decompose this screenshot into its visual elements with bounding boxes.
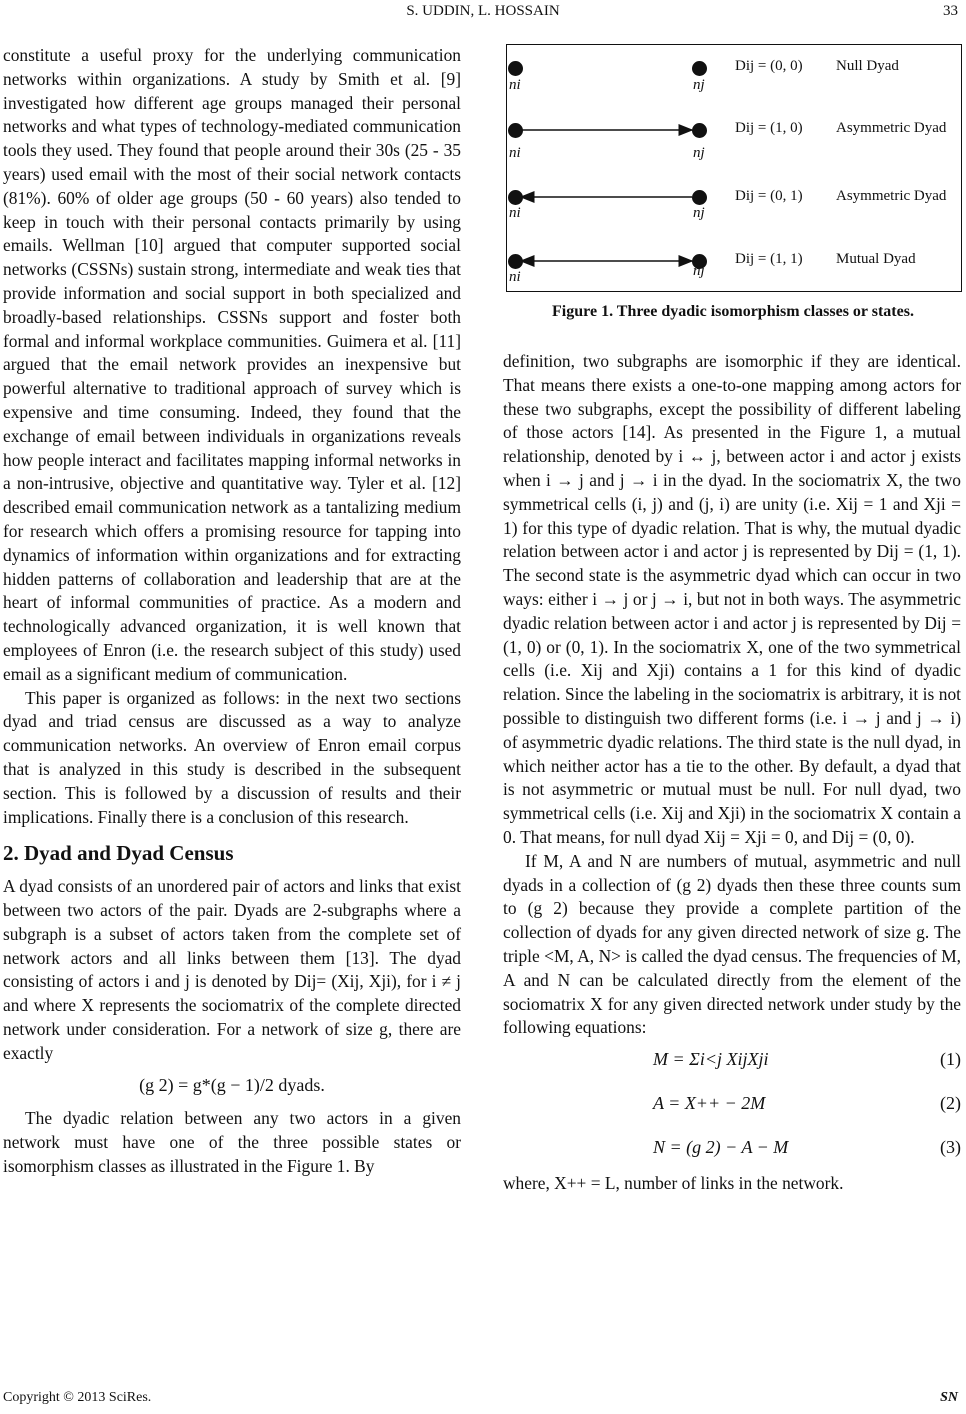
journal-abbrev: SN [940, 1390, 958, 1405]
node-i [508, 123, 523, 138]
paragraph: A dyad consists of an unordered pair of actors and links that exist between two actors of the pair. Dyads are 2-subgraphs where a subgraph is a subset of actors taken from the complete set of network actors and all links between them [13]. The dyad consisting of actors i and j is denoted by Dij= (Xij, Xji), for i ≠ j and where X represents the sociomatrix of the complete directed network under consideration. For a network of size g, there are exactly [3, 876, 461, 1063]
dyad-type: Mutual Dyad [836, 251, 916, 267]
paragraph: The dyadic relation between any two actors in a given network must have one of the three possible states or isomorphism classes as illustrated in the Figure 1. By [3, 1108, 461, 1177]
node-i-label: ni [509, 205, 521, 221]
dyad-state: Dij = (1, 1) [735, 251, 803, 267]
dyad-state: Dij = (0, 1) [735, 188, 803, 204]
dyad-state: Dij = (0, 0) [735, 58, 803, 74]
node-j [692, 123, 707, 138]
dyad-type: Asymmetric Dyad [836, 120, 947, 136]
node-i [508, 61, 523, 76]
node-i [508, 254, 523, 269]
node-i-label: ni [509, 77, 521, 93]
dyad-type: Asymmetric Dyad [836, 188, 947, 204]
equation-expression: M = Σi<j XijXji [653, 1049, 769, 1070]
node-i-label: ni [509, 145, 521, 161]
equation-expression: A = X++ − 2M [653, 1093, 766, 1114]
node-i-label: ni [509, 269, 521, 285]
paragraph: where, X++ = L, number of links in the network. [503, 1173, 844, 1194]
paragraph: If M, A and N are numbers of mutual, asymmetric and null dyads in a collection of (g 2) dyads then these three counts sum to (g 2) because they provide a complete partition of the collection of dyads for any given directed network of size g. The triple <M, A, N> is called the dyad census. The frequencies of M, A and N can be calculated directly from the element of the sociomatrix X for any given directed network under study by the following equations: [503, 850, 961, 1038]
node-j [692, 61, 707, 76]
paragraph: constitute a useful proxy for the underlying communication networks within organizations. A study by Smith et al. [9] investigated how different age groups managed their personal networks and what types of technology-mediated communication tools they used. They found that people around their 30s (25 - 35 years) used email with the most of their social network contacts (81%). 60% of older age groups (50 - 60 years) also tended to keep in touch with their personal contacts primarily by using emails. Wellman [10] argued that computer supported social networks (CSSNs) sustain strong, intermediate and weak ties that provide information and social support in both specialized and broadly-based relationships. CSSNs support and foster both formal and informal workplace communities. Guimera et al. [11] argued that the email network provides an inexpensive but powerful alternative to traditional approach of survey which is expensive and time consuming. Indeed, they found that the exchange of email between individuals in organizations reveals how people interact and facilitates mapping informal networks in a non-intrusive, objective and quantitative way. Tyler et al. [12] described email communication network as a tantalizing medium for research which offers a promising resource for tapping into dynamics of information within organizations and for extracting hidden patterns of collaboration and leadership that are at the heart of informal communities of practice. As a modern and technologically advanced organization, it is well known that employees of Enron (i.e. the research subject of this study) used email as a significant medium of communication. [3, 45, 461, 684]
equation-expression: N = (g 2) − A − M [653, 1137, 789, 1158]
dyad-type: Null Dyad [836, 58, 899, 74]
figure-1 [506, 44, 962, 292]
node-j-label: nj [693, 205, 705, 221]
node-j-label: nj [693, 145, 705, 161]
figure-caption: Figure 1. Three dyadic isomorphism classes or states. [552, 303, 914, 320]
dyad-state: Dij = (1, 0) [735, 120, 803, 136]
page-number: 33 [943, 3, 958, 19]
copyright-footer: Copyright © 2013 SciRes. [3, 1390, 152, 1405]
node-j-label: nj [693, 263, 705, 279]
node-j-label: nj [693, 77, 705, 93]
running-header: S. UDDIN, L. HOSSAIN [406, 3, 560, 19]
paragraph: This paper is organized as follows: in the next two sections dyad and triad census are discussed as a way to analyze communication networks. An overview of Enron email corpus that is analyzed in this study is described in the subsequent section. This is followed by a discussion of results and their implications. Finally there is a conclusion of this research. [3, 687, 461, 827]
equation-2 [503, 1084, 961, 1128]
section-title: 2. Dyad and Dyad Census [3, 841, 234, 866]
equation-number: (2) [940, 1093, 961, 1114]
right-column [503, 350, 961, 1196]
equation-number: (1) [940, 1049, 961, 1070]
equation-number: (3) [940, 1137, 961, 1158]
equation-3 [503, 1128, 961, 1172]
node-i [508, 190, 523, 205]
dyad-count-equation: (g 2) = g*(g − 1)/2 dyads. [139, 1074, 325, 1095]
paragraph: definition, two subgraphs are isomorphic if they are identical. That means there exists a one-to-one mapping among actors for these two subgraphs, except the possibility of different labeling of those actors [14]. As presented in the Figure 1, a mutual relationship, denoted by i ↔ j, between actor i and actor j exists when i → j and j → i in the dyad. In the sociomatrix X, the two symmetrical cells (i, j) and (j, i) are unity (i.e. Xij = 1 and Xji = 1) for this type of dyadic relation. That is why, the mutual dyadic relation between actor i and actor j is represented by Dij = (1, 1). The second state is the asymmetric dyad which can occur in two ways: either i → j or j → i, but not in both ways. The asymmetric dyadic relation between actor i and actor j is represented by Dij = (1, 0) or (0, 1). In the sociomatrix X, one of the two symmetrical cells (i.e. Xij and Xji) contains a 1 for this kind of dyadic relation. Since the labeling in the sociomatrix is arbitrary, it is not possible to distinguish two different forms (i.e. i → j and j → i) of asymmetric dyadic relations. The third state is the null dyad, in which neither actor has a tie to the other. By default, a dyad that is not asymmetric or mutual must be null. For null dyad, two symmetrical cells (i.e. Xij and Xji) in the sociomatrix X contain a 0. That means, for null dyad Xij = Xji = 0, and Dij = (0, 0). [503, 351, 961, 847]
equation-1 [503, 1040, 961, 1084]
left-column [3, 44, 461, 1179]
node-j [692, 190, 707, 205]
